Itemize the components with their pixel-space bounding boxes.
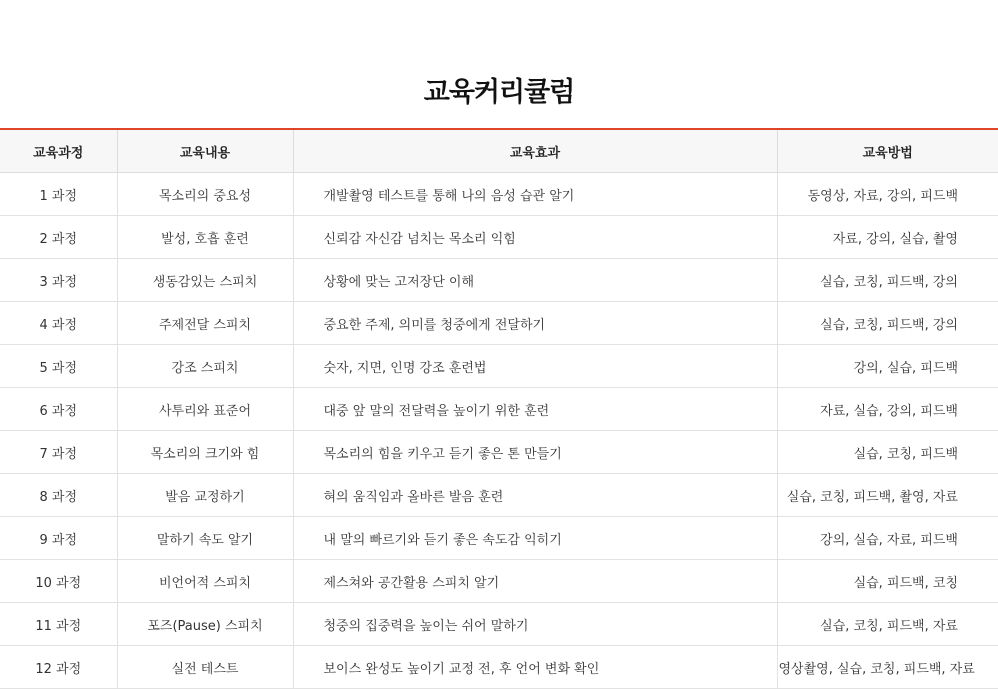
cell-content: 비언어적 스피치 [117,560,293,603]
cell-effect: 중요한 주제, 의미를 청중에게 전달하기 [293,302,777,345]
cell-course: 1 과정 [0,173,117,216]
cell-course: 11 과정 [0,603,117,646]
cell-method: 실습, 코칭, 피드백 [777,431,998,474]
cell-effect: 혀의 움직임과 올바른 발음 훈련 [293,474,777,517]
cell-course: 4 과정 [0,302,117,345]
cell-method: 강의, 실습, 피드백 [777,345,998,388]
table-row [0,259,998,302]
cell-method: 자료, 강의, 실습, 촬영 [777,216,998,259]
cell-content: 강조 스피치 [117,345,293,388]
cell-content: 발성, 호흡 훈련 [117,216,293,259]
cell-method: 영상촬영, 실습, 코칭, 피드백, 자료 [777,646,998,689]
cell-content: 목소리의 크기와 힘 [117,431,293,474]
cell-content: 사투리와 표준어 [117,388,293,431]
table-row [0,560,998,603]
table-body [0,173,998,689]
cell-effect: 제스쳐와 공간활용 스피치 알기 [293,560,777,603]
table-row [0,431,998,474]
cell-content: 생동감있는 스피치 [117,259,293,302]
curriculum-table [0,130,998,689]
cell-effect: 숫자, 지면, 인명 강조 훈련법 [293,345,777,388]
cell-course: 12 과정 [0,646,117,689]
table-row [0,173,998,216]
cell-content: 실전 테스트 [117,646,293,689]
table-row [0,517,998,560]
cell-effect: 목소리의 힘을 키우고 듣기 좋은 톤 만들기 [293,431,777,474]
cell-method: 동영상, 자료, 강의, 피드백 [777,173,998,216]
cell-effect: 청중의 집중력을 높이는 쉬어 말하기 [293,603,777,646]
cell-content: 말하기 속도 알기 [117,517,293,560]
header-method: 교육방법 [777,130,998,173]
header-course: 교육과정 [0,130,117,173]
table-row [0,388,998,431]
cell-course: 3 과정 [0,259,117,302]
cell-course: 6 과정 [0,388,117,431]
table-row [0,646,998,689]
header-content: 교육내용 [117,130,293,173]
cell-content: 주제전달 스피치 [117,302,293,345]
cell-course: 8 과정 [0,474,117,517]
header-row [0,130,998,173]
cell-method: 실습, 코칭, 피드백, 강의 [777,302,998,345]
cell-method: 실습, 코칭, 피드백, 자료 [777,603,998,646]
table-row [0,216,998,259]
cell-effect: 내 말의 빠르기와 듣기 좋은 속도감 익히기 [293,517,777,560]
cell-course: 9 과정 [0,517,117,560]
cell-content: 발음 교정하기 [117,474,293,517]
cell-method: 실습, 피드백, 코칭 [777,560,998,603]
table-row [0,345,998,388]
table-header [0,130,998,173]
curriculum-table-container [0,128,998,689]
header-effect: 교육효과 [293,130,777,173]
cell-course: 5 과정 [0,345,117,388]
cell-method: 실습, 코칭, 피드백, 강의 [777,259,998,302]
cell-content: 목소리의 중요성 [117,173,293,216]
table-row [0,474,998,517]
cell-course: 10 과정 [0,560,117,603]
table-row [0,603,998,646]
cell-effect: 신뢰감 자신감 넘치는 목소리 익힘 [293,216,777,259]
cell-effect: 상황에 맞는 고저장단 이해 [293,259,777,302]
cell-method: 실습, 코칭, 피드백, 촬영, 자료 [777,474,998,517]
cell-method: 자료, 실습, 강의, 피드백 [777,388,998,431]
table-row [0,302,998,345]
cell-effect: 보이스 완성도 높이기 교정 전, 후 언어 변화 확인 [293,646,777,689]
cell-content: 포즈(Pause) 스피치 [117,603,293,646]
cell-effect: 개발촬영 테스트를 통해 나의 음성 습관 알기 [293,173,777,216]
cell-method: 강의, 실습, 자료, 피드백 [777,517,998,560]
cell-course: 7 과정 [0,431,117,474]
cell-course: 2 과정 [0,216,117,259]
page-title: 교육커리큘럼 [423,77,575,108]
cell-effect: 대중 앞 말의 전달력을 높이기 위한 훈련 [293,388,777,431]
